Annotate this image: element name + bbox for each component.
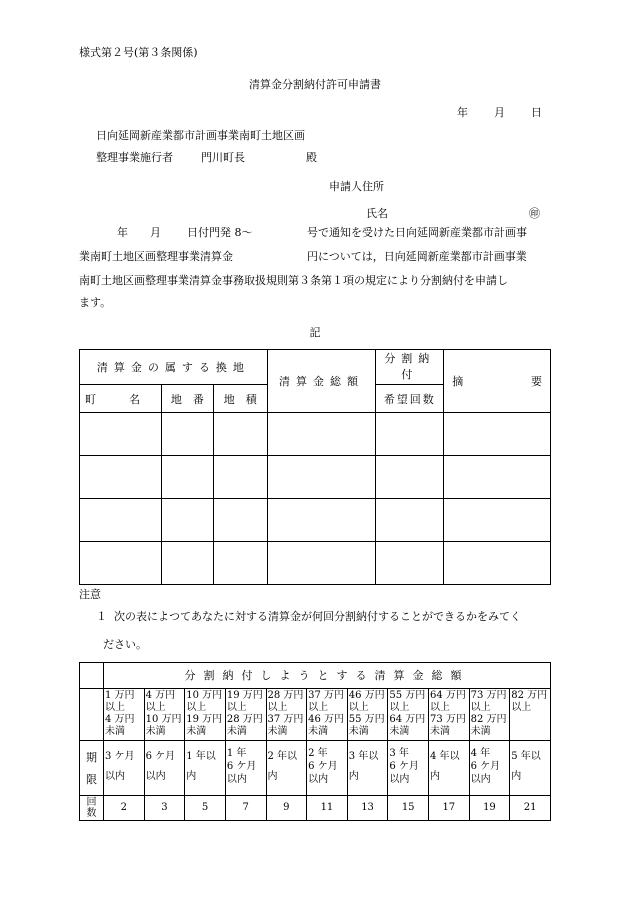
ranges-row bbox=[80, 689, 551, 741]
range-line: 未満 bbox=[430, 726, 450, 737]
count-cell: 3 bbox=[144, 796, 185, 821]
range-line: 未満 bbox=[308, 726, 329, 737]
count-cell: 2 bbox=[104, 796, 145, 821]
range-line: 未満 bbox=[389, 726, 410, 737]
range-line: 未満 bbox=[226, 726, 247, 737]
form-number: 様式第２号(第３条関係) bbox=[79, 46, 198, 59]
range-line: 37 万円 bbox=[308, 690, 345, 701]
table-cell[interactable] bbox=[213, 456, 267, 499]
count-cell: 19 bbox=[469, 796, 510, 821]
table-cell[interactable] bbox=[213, 542, 267, 585]
range-line: 82 万円 bbox=[470, 714, 507, 725]
table-cell[interactable] bbox=[376, 413, 444, 456]
range-line: 以上 bbox=[348, 702, 369, 713]
header-installments-l2: 希望回数 bbox=[376, 385, 444, 413]
range-cell bbox=[225, 689, 266, 741]
range-line: 未満 bbox=[186, 726, 207, 737]
period-line: 4 年 bbox=[470, 748, 491, 759]
period-line: 6 ケ月 bbox=[226, 761, 257, 772]
period-cell bbox=[347, 741, 388, 796]
body-line2-start: 業南町土地区画整理事業清算金 bbox=[79, 250, 233, 263]
range-cell bbox=[429, 689, 470, 741]
notes-item1-number: １ bbox=[96, 610, 107, 623]
period-line: 以内 bbox=[226, 774, 247, 785]
range-line: 未満 bbox=[470, 726, 491, 737]
period-line: 以内 bbox=[105, 771, 125, 782]
applicant-name-label: 氏名 bbox=[366, 207, 388, 220]
period-cell bbox=[225, 741, 266, 796]
range-line: 19 万円 bbox=[226, 690, 263, 701]
range-line: 37 万円 bbox=[267, 714, 304, 725]
period-line: 内 bbox=[348, 771, 359, 782]
date-month-label: 月 bbox=[494, 106, 505, 119]
corner-cell bbox=[80, 663, 104, 689]
notes-heading: 注意 bbox=[79, 588, 101, 601]
count-cell: 5 bbox=[185, 796, 226, 821]
installment-header: 分割納付しようとする清算金総額 bbox=[104, 663, 551, 689]
range-line: 以上 bbox=[511, 702, 532, 713]
period-cell bbox=[469, 741, 510, 796]
range-cell bbox=[104, 689, 145, 741]
table-cell[interactable] bbox=[267, 499, 376, 542]
table-cell[interactable] bbox=[376, 542, 444, 585]
date-day-label: 日 bbox=[531, 106, 542, 119]
table-row bbox=[80, 499, 551, 542]
table-cell[interactable] bbox=[80, 456, 162, 499]
count-cell: 15 bbox=[388, 796, 429, 821]
period-cell bbox=[104, 741, 145, 796]
table-cell[interactable] bbox=[161, 499, 213, 542]
period-label bbox=[80, 741, 104, 796]
range-cell bbox=[347, 689, 388, 741]
range-line: 55 万円 bbox=[389, 690, 426, 701]
table-cell[interactable] bbox=[80, 413, 162, 456]
table-cell[interactable] bbox=[213, 413, 267, 456]
period-line: 内 bbox=[186, 771, 197, 782]
period-line: 6 ケ月 bbox=[145, 751, 176, 762]
table-cell[interactable] bbox=[444, 413, 551, 456]
table-cell[interactable] bbox=[161, 456, 213, 499]
body-year: 年 bbox=[117, 226, 128, 239]
range-line: 未満 bbox=[145, 726, 166, 737]
period-line: 5 年以 bbox=[511, 751, 541, 762]
period-cell bbox=[144, 741, 185, 796]
period-line: 内 bbox=[267, 771, 278, 782]
period-cell bbox=[185, 741, 226, 796]
range-cell bbox=[266, 689, 307, 741]
range-cell bbox=[185, 689, 226, 741]
table-cell[interactable] bbox=[161, 542, 213, 585]
period-line: 2 年以 bbox=[267, 751, 298, 762]
period-line: 6 ケ月 bbox=[470, 761, 501, 772]
count-label bbox=[80, 796, 104, 821]
range-line: 以上 bbox=[226, 702, 247, 713]
addressee-name: 門川町長 bbox=[201, 151, 245, 164]
range-line: 以上 bbox=[186, 702, 207, 713]
range-line: 10 万円 bbox=[186, 690, 223, 701]
range-cell bbox=[307, 689, 348, 741]
period-line: 2 年 bbox=[308, 748, 328, 759]
notes-item1-line1: 次の表によつてあなたに対する清算金が何回分割納付することができるかをみてく bbox=[114, 610, 521, 623]
periods-row bbox=[80, 741, 551, 796]
ranges-label-cell bbox=[80, 689, 104, 741]
table-cell[interactable] bbox=[80, 542, 162, 585]
table-cell[interactable] bbox=[80, 499, 162, 542]
table-cell[interactable] bbox=[267, 542, 376, 585]
header-town: 町 名 bbox=[80, 385, 162, 413]
range-cell bbox=[144, 689, 185, 741]
period-line: 3 年以 bbox=[348, 751, 379, 762]
body-line2-rest: 円については，日向延岡新産業都市計画事業 bbox=[307, 250, 527, 263]
range-line: 46 万円 bbox=[308, 714, 345, 725]
range-line: 64 万円 bbox=[389, 714, 426, 725]
period-line: 4 年以 bbox=[430, 751, 460, 762]
period-line: 3 年 bbox=[389, 748, 409, 759]
range-cell bbox=[469, 689, 510, 741]
period-cell bbox=[510, 741, 551, 796]
range-line: 19 万円 bbox=[186, 714, 223, 725]
body-line4: ます。 bbox=[79, 296, 112, 309]
header-group: 清算金の属する換地 bbox=[80, 350, 268, 385]
table-cell[interactable] bbox=[444, 542, 551, 585]
range-line: 46 万円 bbox=[348, 690, 385, 701]
body-line3: 南町土地区画整理事業清算金事務取扱規則第３条第１項の規定により分割納付を申請し bbox=[79, 274, 508, 287]
date-year-label: 年 bbox=[457, 106, 468, 119]
range-line: 1 万円 bbox=[105, 690, 135, 701]
count-label-text: 回数 bbox=[86, 797, 97, 819]
header-lot: 地 番 bbox=[161, 385, 213, 413]
counts-row bbox=[80, 796, 551, 821]
body-line1-rest: 号で通知を受けた日向延岡新産業都市計画事 bbox=[307, 226, 527, 239]
range-line: 以上 bbox=[430, 702, 450, 713]
period-label-text: 期限 bbox=[86, 751, 97, 786]
body-reference: 日付門発 8〜 bbox=[187, 226, 253, 239]
table-cell[interactable] bbox=[161, 413, 213, 456]
range-line: 未満 bbox=[348, 726, 369, 737]
range-line: 4 万円 bbox=[105, 714, 135, 725]
period-cell bbox=[429, 741, 470, 796]
period-cell bbox=[266, 741, 307, 796]
period-cell bbox=[307, 741, 348, 796]
table-cell[interactable] bbox=[376, 499, 444, 542]
range-line: 73 万円 bbox=[430, 714, 466, 725]
period-line: 以内 bbox=[145, 771, 166, 782]
notes-item1-line2: ださい。 bbox=[103, 638, 147, 651]
count-cell: 7 bbox=[225, 796, 266, 821]
period-cell bbox=[388, 741, 429, 796]
table-row bbox=[80, 413, 551, 456]
table-cell[interactable] bbox=[267, 413, 376, 456]
table-cell[interactable] bbox=[444, 456, 551, 499]
count-cell: 9 bbox=[266, 796, 307, 821]
addressee-line1: 日向延岡新産業都市計画事業南町土地区画 bbox=[96, 129, 305, 142]
addressee-suffix: 殿 bbox=[306, 151, 317, 164]
range-cell bbox=[510, 689, 551, 741]
range-line: 以上 bbox=[267, 702, 288, 713]
range-line: 28 万円 bbox=[226, 714, 263, 725]
header-total: 清算金総額 bbox=[267, 350, 376, 413]
header-area: 地 積 bbox=[213, 385, 267, 413]
table-cell[interactable] bbox=[444, 499, 551, 542]
range-line: 10 万円 bbox=[145, 714, 182, 725]
period-line: 以内 bbox=[389, 774, 410, 785]
period-line: 1 年 bbox=[226, 748, 247, 759]
range-line: 28 万円 bbox=[267, 690, 304, 701]
period-line: 内 bbox=[511, 771, 522, 782]
page-title: 清算金分割納付許可申請書 bbox=[249, 78, 381, 91]
count-cell: 13 bbox=[347, 796, 388, 821]
period-line: 以内 bbox=[470, 774, 491, 785]
period-line: 3 ケ月 bbox=[105, 751, 135, 762]
range-line: 55 万円 bbox=[348, 714, 385, 725]
range-line: 73 万円 bbox=[470, 690, 507, 701]
table-cell[interactable] bbox=[376, 456, 444, 499]
addressee-prefix: 整理事業施行者 bbox=[96, 151, 173, 164]
remarks-char-a: 摘 bbox=[452, 375, 464, 388]
body-month: 月 bbox=[150, 226, 161, 239]
table-cell[interactable] bbox=[213, 499, 267, 542]
range-line: 未満 bbox=[105, 726, 125, 737]
ki-label: 記 bbox=[309, 326, 321, 339]
header-remarks bbox=[444, 350, 551, 413]
table-row bbox=[80, 456, 551, 499]
period-line: 6 ケ月 bbox=[308, 761, 338, 772]
range-line: 以上 bbox=[105, 702, 125, 713]
period-line: 6 ケ月 bbox=[389, 761, 419, 772]
count-cell: 21 bbox=[510, 796, 551, 821]
header-installments-l1: 分割納付 bbox=[376, 350, 444, 385]
range-line: 82 万円 bbox=[511, 690, 548, 701]
applicant-address-label: 申請人住所 bbox=[329, 180, 384, 193]
range-line: 以上 bbox=[389, 702, 410, 713]
count-cell: 17 bbox=[429, 796, 470, 821]
range-line: 64 万円 bbox=[430, 690, 466, 701]
range-line: 以上 bbox=[145, 702, 166, 713]
period-line: 以内 bbox=[308, 774, 329, 785]
range-line: 以上 bbox=[308, 702, 329, 713]
installment-table bbox=[79, 662, 551, 821]
main-table bbox=[79, 349, 551, 585]
table-row bbox=[80, 542, 551, 585]
period-line: 1 年以 bbox=[186, 751, 216, 762]
range-cell bbox=[388, 689, 429, 741]
remarks-char-b: 要 bbox=[531, 375, 542, 388]
count-cell: 11 bbox=[307, 796, 348, 821]
range-line: 4 万円 bbox=[145, 690, 176, 701]
range-line: 未満 bbox=[267, 726, 288, 737]
seal-mark: ㊞ bbox=[529, 207, 540, 220]
period-line: 内 bbox=[430, 771, 440, 782]
table-cell[interactable] bbox=[267, 456, 376, 499]
main-table-body bbox=[80, 413, 551, 585]
range-line: 以上 bbox=[470, 702, 491, 713]
